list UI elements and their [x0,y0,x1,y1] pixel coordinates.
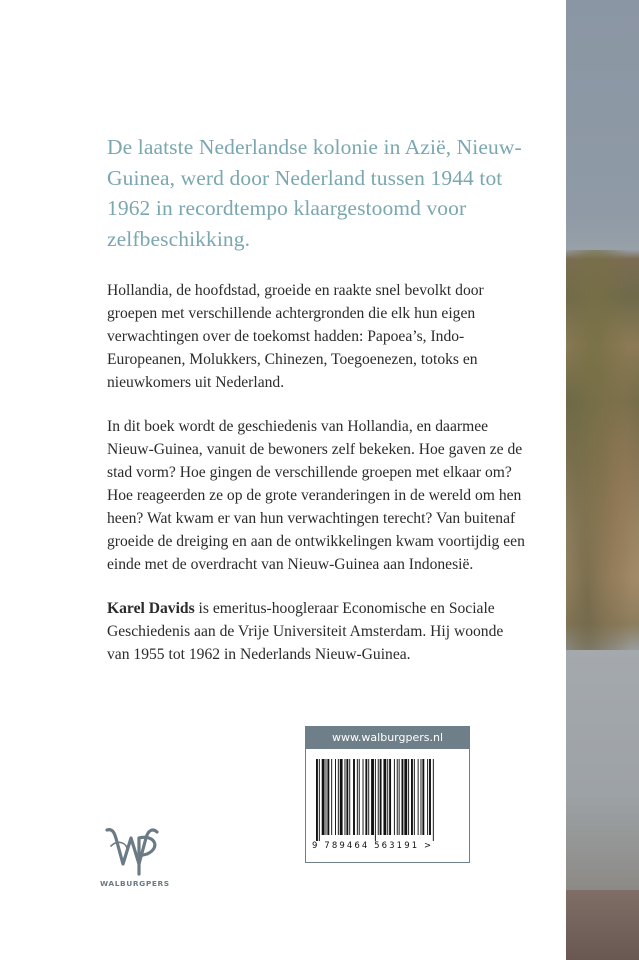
author-bio-text: is emeritus-hoogleraar Economische en Sociale Geschiedenis aan de Vrije Universiteit Amsterdam. Hij woonde van 1955 tot 1962 in Nederlands Nieuw-Guinea. [107,600,504,663]
barcode-icon [314,759,462,841]
barcode-box [305,726,470,863]
isbn-number: 9 789464 563191 > [312,841,434,851]
paragraph-1: Hollandia, de hoofdstad, groeide en raakte snel bevolkt door groepen met verschillende achtergronden die elk hun eigen verwachtingen over de toekomst hadden: Papoea’s, Indo-Europeanen, Molukkers, Chinezen, Toegoenezen, totoks en nieuwkomers uit Nederland. [107,282,484,391]
author-bio [107,597,527,666]
author-name: Karel Davids [107,600,195,617]
cover-photo-base [566,890,639,960]
paragraph-2: In dit boek wordt de geschiedenis van Hollandia, en daarmee Nieuw-Guinea, vanuit de bewoners zelf bekeken. Hoe gaven ze de stad vorm? Hoe gingen de verschillende groepen met elkaar om? Hoe reageerden ze op de grote veranderingen in de wereld om hen heen? Wat kwam er van hun verwachtingen terecht? Van buitenaf groeide de dreiging en aan de ontwikkelingen kwam voortijdig een einde met de overdracht van Nieuw-Guinea aan Indonesië. [107,418,525,573]
wp-monogram-icon [103,818,163,878]
cover-photo-hill [566,250,639,680]
blurb-text [107,132,527,687]
lead-paragraph: De laatste Nederlandse kolonie in Azië, Nieuw-Guinea, werd door Nederland tussen 1944 tot 1962 in recordtempo klaargestoomd voor zelfbeschikking. [107,135,522,251]
cover-photo-road [566,650,639,890]
publisher-url: www.walburgpers.nl [306,727,469,749]
publisher-name: WALBURGPERS [100,879,170,888]
